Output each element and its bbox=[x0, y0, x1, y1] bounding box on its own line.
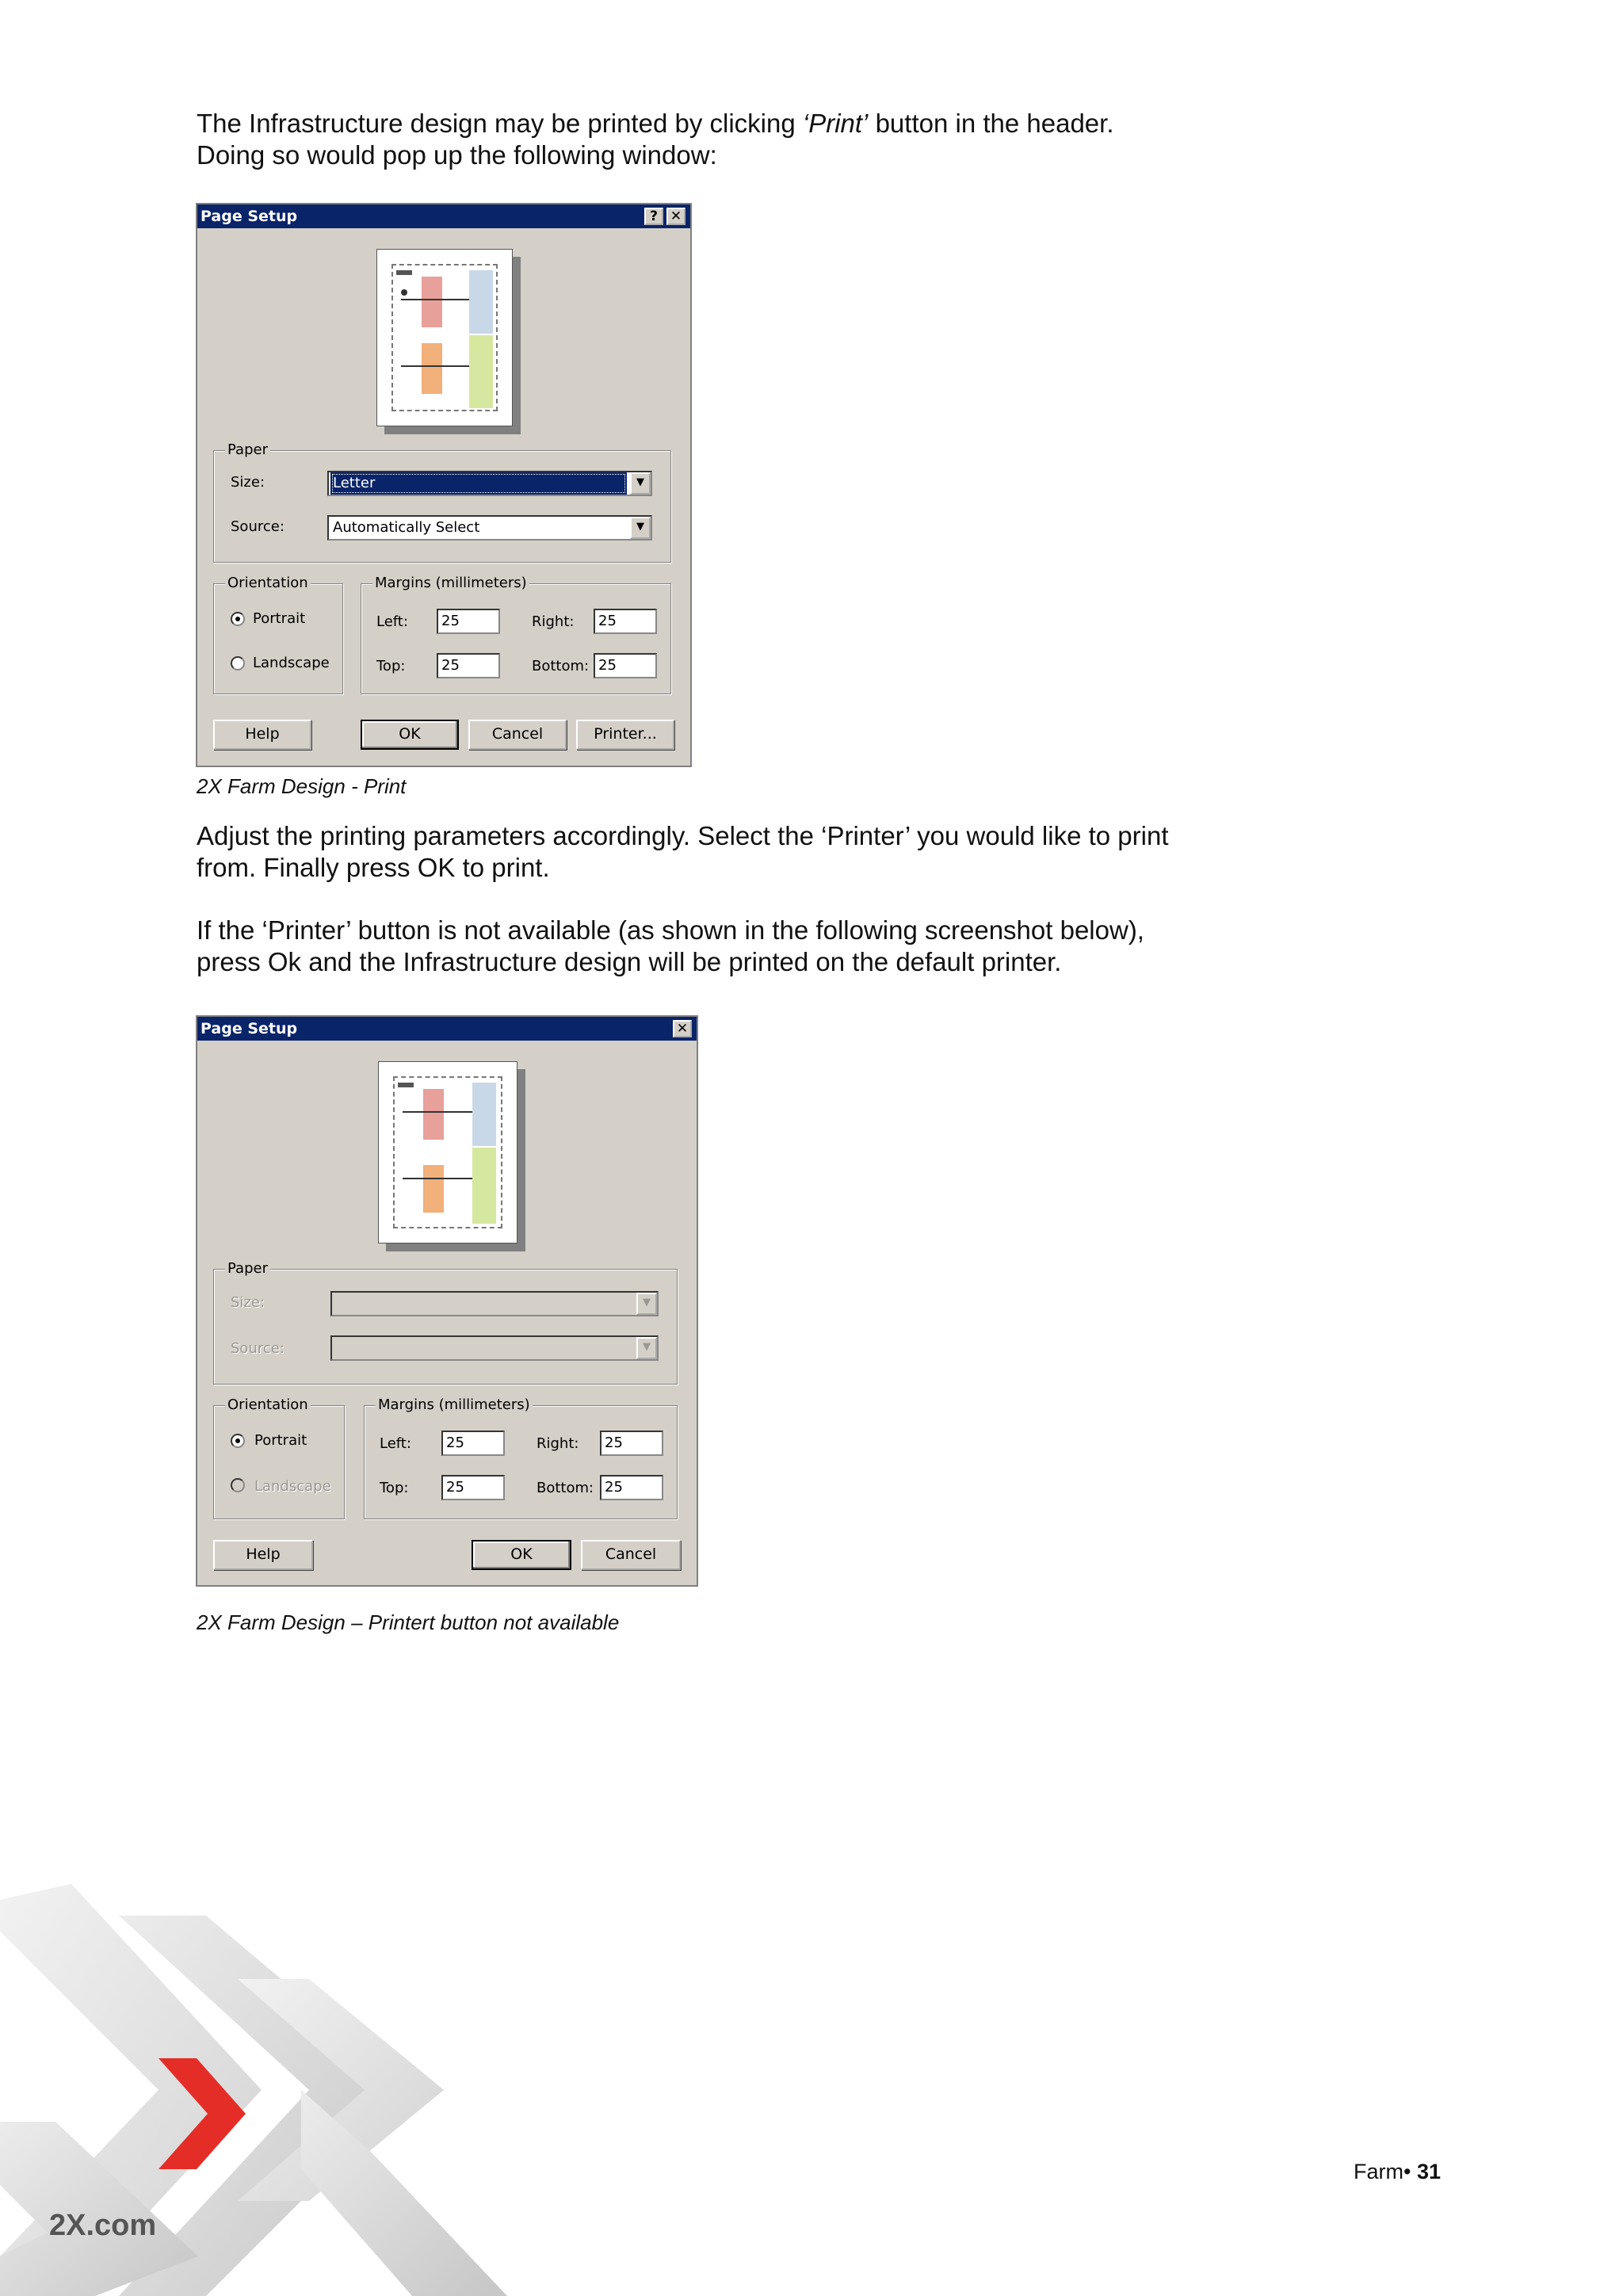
logo-text: 2X.com bbox=[49, 2209, 157, 2242]
orientation-group: Orientation bbox=[213, 583, 343, 694]
paper-group: Paper bbox=[213, 1269, 678, 1385]
help-button[interactable]: Help bbox=[213, 720, 311, 750]
source-select[interactable] bbox=[330, 1335, 659, 1361]
bottom-margin-field[interactable]: 25 bbox=[600, 1475, 663, 1500]
source-label: Source: bbox=[231, 518, 285, 535]
page-preview-margins bbox=[393, 1076, 502, 1228]
source-label: Source: bbox=[231, 1340, 285, 1357]
size-select[interactable]: Letter ▼ bbox=[327, 471, 652, 496]
page-setup-dialog-1 bbox=[196, 203, 692, 767]
printer-button[interactable]: Printer... bbox=[576, 720, 674, 750]
ok-button[interactable]: OK bbox=[361, 720, 459, 750]
intro-paragraph bbox=[197, 108, 1114, 171]
dialog-titlebar: Page Setup bbox=[197, 204, 690, 228]
intro-line-1: The Infrastructure design may be printed by clicking ‘Print’ button in the header. bbox=[197, 109, 1114, 138]
caption-2: 2X Farm Design – Printert button not available bbox=[197, 1610, 620, 1634]
help-button[interactable]: Help bbox=[213, 1540, 313, 1570]
adjust-paragraph: Adjust the printing parameters accordingly. Select the ‘Printer’ you would like to print from. Finally press OK to print. bbox=[197, 821, 1169, 882]
page-preview-margins bbox=[391, 264, 498, 411]
top-margin-field[interactable]: 25 bbox=[437, 653, 500, 678]
page-setup-dialog-2 bbox=[196, 1015, 698, 1587]
top-label: Top: bbox=[380, 1480, 409, 1496]
chevron-down-icon[interactable]: ▼ bbox=[636, 1337, 657, 1359]
portrait-label: Portrait bbox=[253, 610, 306, 627]
caption-1: 2X Farm Design - Print bbox=[197, 774, 407, 798]
bottom-margin-field[interactable]: 25 bbox=[594, 653, 657, 678]
size-select[interactable] bbox=[330, 1291, 659, 1316]
chevron-down-icon[interactable]: ▼ bbox=[630, 472, 651, 495]
landscape-radio[interactable] bbox=[231, 1478, 245, 1492]
margins-group: Margins (millimeters) bbox=[361, 583, 671, 694]
cancel-button[interactable]: Cancel bbox=[468, 720, 567, 750]
landscape-label: Landscape bbox=[254, 1478, 331, 1495]
top-label: Top: bbox=[376, 658, 406, 674]
chevron-down-icon[interactable]: ▼ bbox=[630, 517, 651, 539]
left-margin-field[interactable]: 25 bbox=[437, 609, 500, 634]
question-icon[interactable]: ? bbox=[644, 208, 663, 225]
bottom-label: Bottom: bbox=[532, 658, 590, 674]
right-margin-field[interactable]: 25 bbox=[594, 609, 657, 634]
left-label: Left: bbox=[376, 613, 408, 630]
intro-line-2: Doing so would pop up the following window: bbox=[197, 140, 717, 170]
portrait-radio[interactable] bbox=[231, 612, 245, 626]
ok-button[interactable]: OK bbox=[472, 1540, 571, 1570]
right-label: Right: bbox=[537, 1435, 579, 1452]
size-label: Size: bbox=[231, 474, 265, 491]
chevron-down-icon[interactable]: ▼ bbox=[636, 1293, 657, 1315]
cancel-button[interactable]: Cancel bbox=[581, 1540, 681, 1570]
size-label: Size: bbox=[231, 1294, 265, 1311]
close-icon[interactable]: ✕ bbox=[673, 1020, 692, 1037]
top-margin-field[interactable]: 25 bbox=[441, 1475, 505, 1500]
landscape-label: Landscape bbox=[253, 655, 330, 671]
portrait-label: Portrait bbox=[254, 1432, 307, 1449]
close-icon[interactable]: ✕ bbox=[666, 208, 685, 225]
dialog-titlebar: Page Setup bbox=[197, 1017, 697, 1041]
margins-group: Margins (millimeters) bbox=[364, 1405, 678, 1519]
printer-unavailable-paragraph: If the ‘Printer’ button is not available (as shown in the following screenshot below), press Ok and the Infrastructure design will be printed on the default printer. bbox=[197, 915, 1144, 976]
left-margin-field[interactable]: 25 bbox=[441, 1431, 505, 1456]
page-footer: Farm• 31 bbox=[1353, 2160, 1441, 2183]
portrait-radio[interactable] bbox=[231, 1434, 245, 1448]
left-label: Left: bbox=[380, 1435, 411, 1452]
landscape-radio[interactable] bbox=[231, 656, 245, 670]
right-label: Right: bbox=[532, 613, 575, 630]
bottom-label: Bottom: bbox=[537, 1480, 594, 1496]
page-preview bbox=[378, 1061, 517, 1244]
orientation-group: Orientation bbox=[213, 1405, 345, 1519]
paper-group: Paper bbox=[213, 450, 671, 563]
source-select[interactable]: Automatically Select ▼ bbox=[327, 515, 652, 541]
right-margin-field[interactable]: 25 bbox=[600, 1431, 663, 1456]
page-preview bbox=[376, 249, 513, 426]
